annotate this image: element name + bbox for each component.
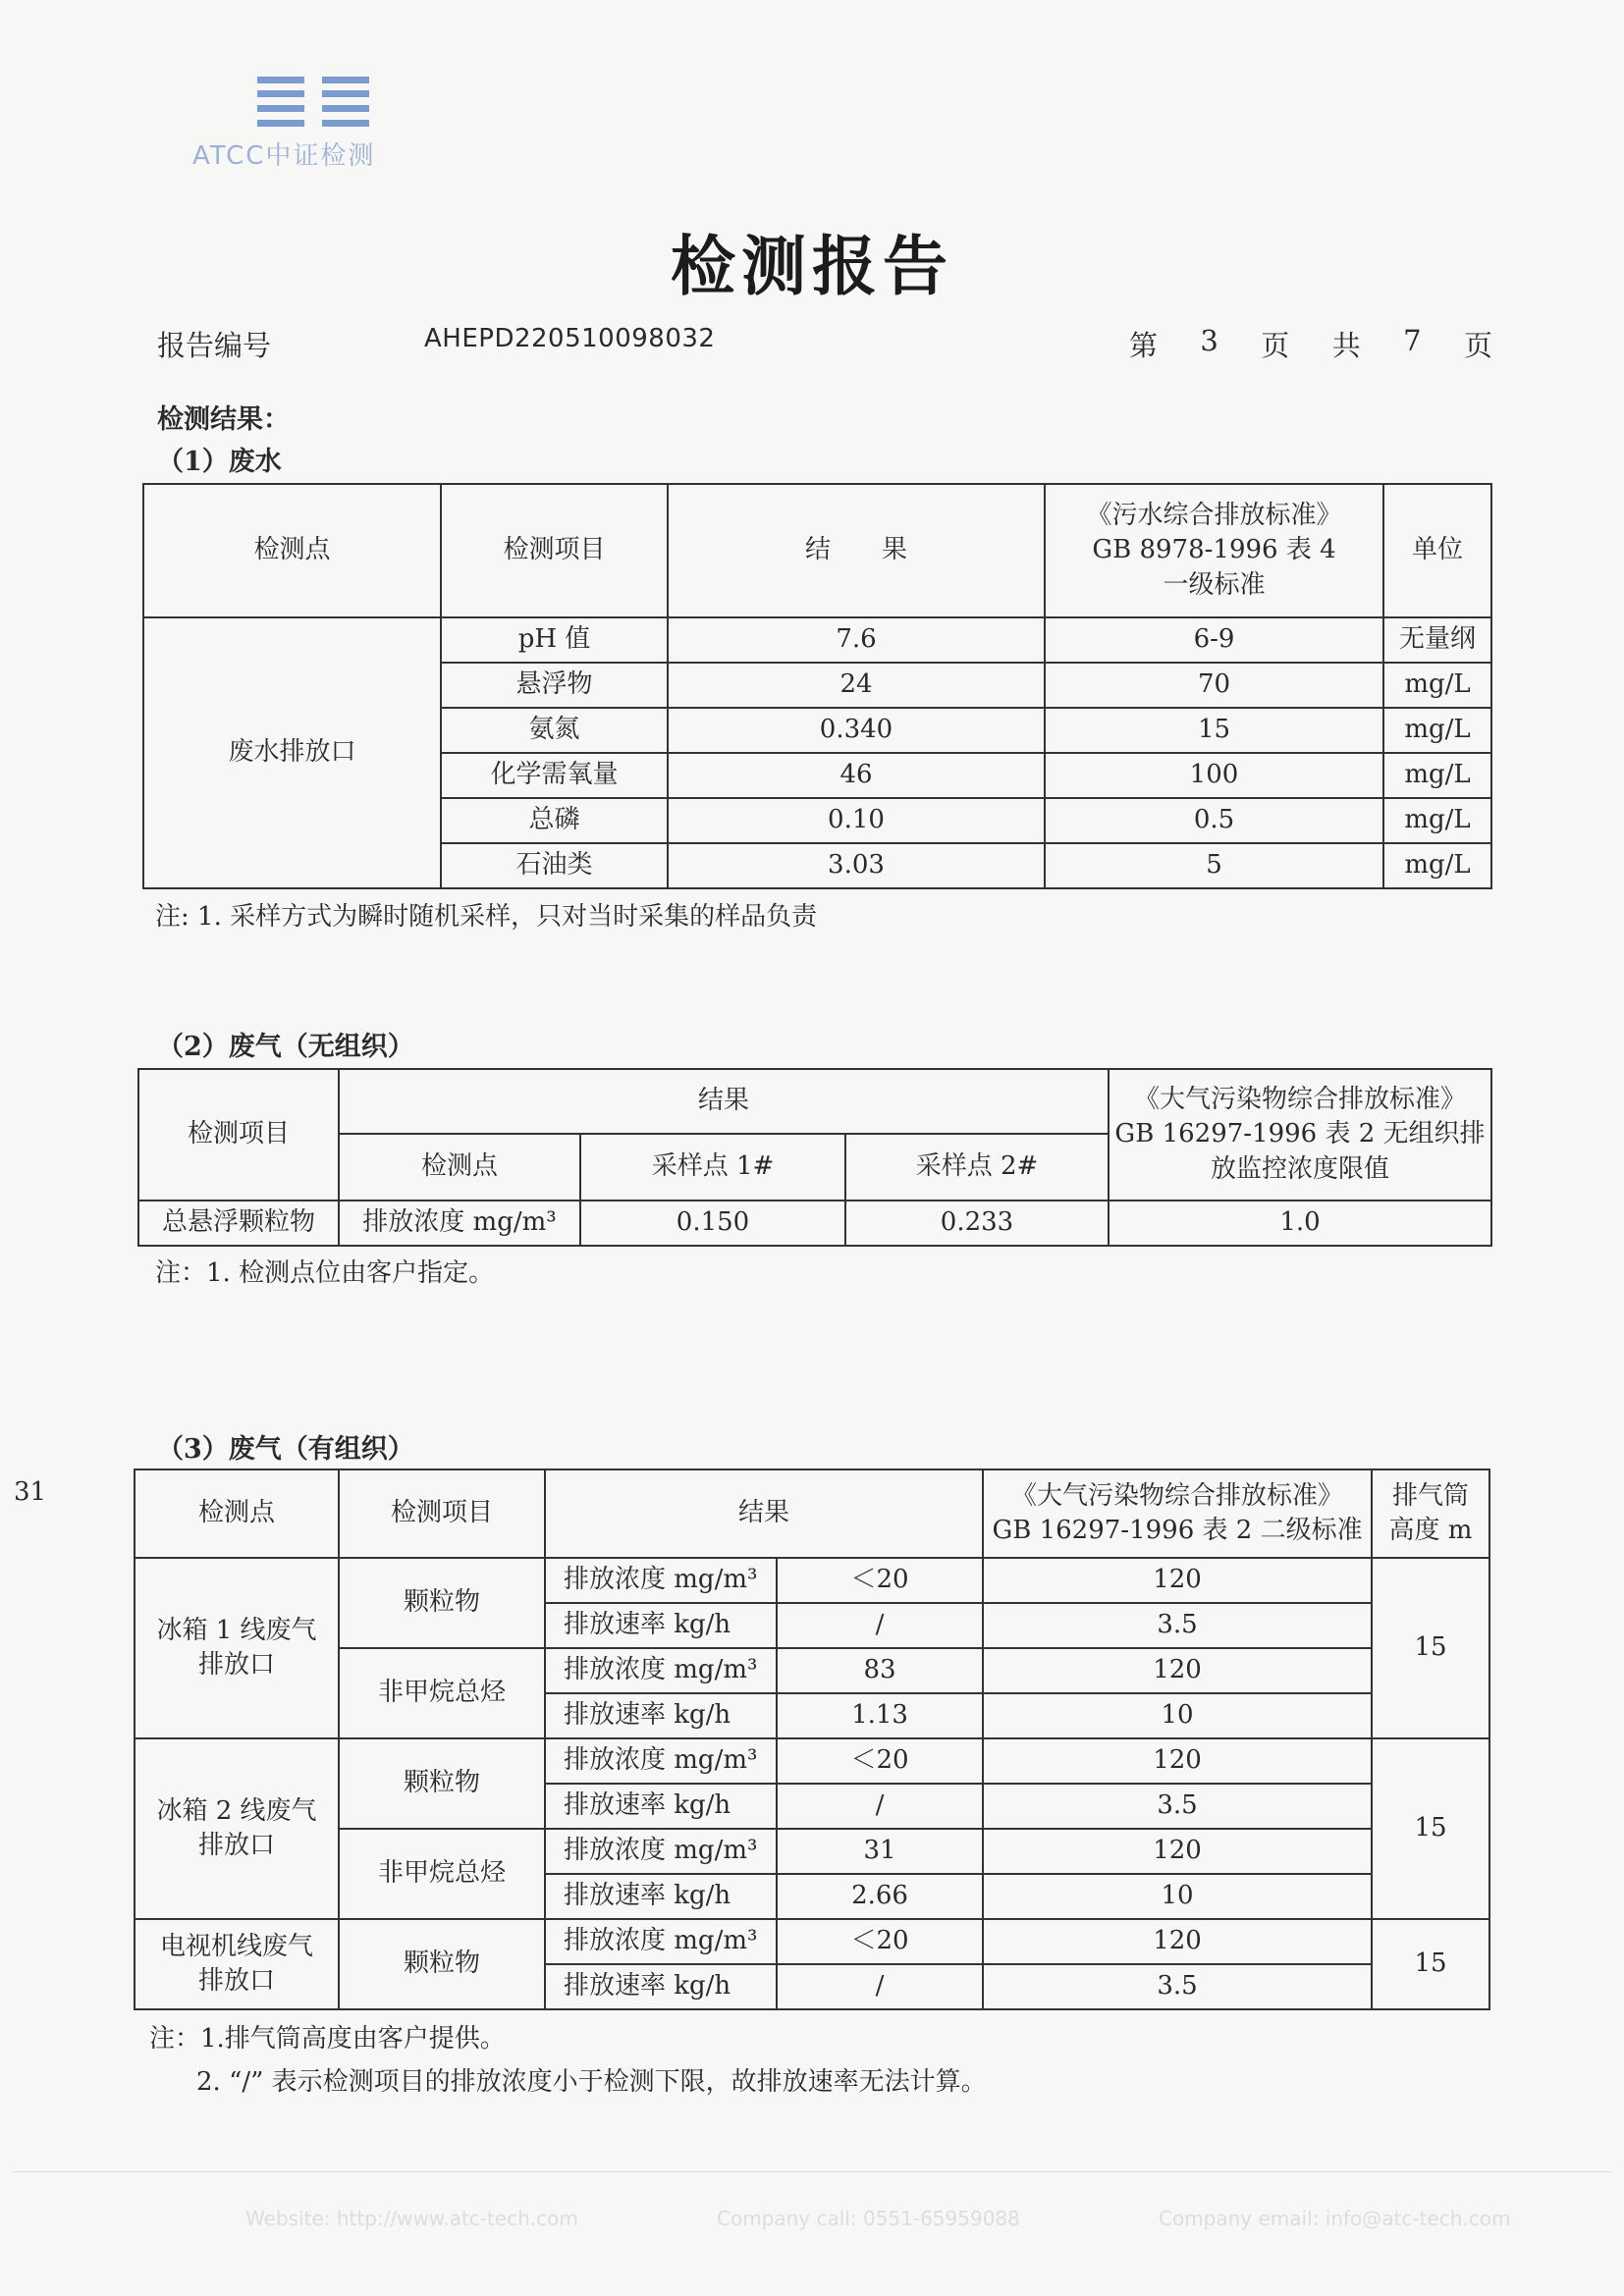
stack-height: 15	[1372, 1738, 1489, 1919]
test-item: 颗粒物	[339, 1558, 545, 1648]
standard-limit: 10	[983, 1874, 1372, 1919]
test-result: 0.340	[668, 708, 1045, 753]
standard-limit: 5	[1045, 843, 1383, 888]
unit: mg/L	[1383, 798, 1491, 843]
col-header-standard	[1109, 1069, 1491, 1201]
test-param: 排放速率 kg/h	[545, 1693, 777, 1738]
standard-code: GB 16297-1996 表 2 二级标准	[992, 1516, 1363, 1545]
standard-code: GB 8978-1996 表 4	[1092, 535, 1336, 565]
unit: mg/L	[1383, 663, 1491, 708]
table-row	[135, 1738, 1489, 1784]
wastewater-table	[142, 483, 1492, 889]
sample-1-value: 0.150	[580, 1201, 845, 1246]
col-header-unit: 单位	[1383, 484, 1491, 617]
test-param: 排放浓度 mg/m³	[545, 1648, 777, 1693]
standard-limit: 3.5	[983, 1784, 1372, 1829]
unorganized-gas-table	[137, 1068, 1492, 1247]
emission-point	[135, 1558, 339, 1738]
standard-name: 《大气污染物综合排放标准》	[1133, 1085, 1466, 1115]
footer-divider	[12, 2171, 1612, 2172]
standard-limit: 3.5	[983, 1964, 1372, 2009]
test-item: 总磷	[441, 798, 668, 843]
stack-height-label: 排气筒	[1392, 1480, 1470, 1511]
emission-point-name: 电视机线废气	[159, 1931, 313, 1961]
unit: mg/L	[1383, 753, 1491, 798]
emission-point-name: 冰箱 2 线废气	[156, 1795, 317, 1826]
standard-level: 放监控浓度限值	[1210, 1153, 1389, 1184]
test-item: 颗粒物	[339, 1919, 545, 2009]
logo-text: ATCC中证检测	[192, 141, 376, 171]
test-result: 24	[668, 663, 1045, 708]
organized-heading: （3）废气（有组织）	[157, 1434, 414, 1465]
page-word: 第	[1129, 329, 1159, 362]
standard-limit: 120	[983, 1558, 1372, 1603]
unit: 无量纲	[1383, 617, 1491, 663]
col-header-sample-1: 采样点 1#	[580, 1134, 845, 1201]
test-result: 46	[668, 753, 1045, 798]
unorganized-heading: （2）废气（无组织）	[157, 1032, 414, 1062]
test-value: /	[777, 1784, 983, 1829]
unit: mg/L	[1383, 708, 1491, 753]
col-header-sample-2: 采样点 2#	[845, 1134, 1109, 1201]
emission-point-type: 排放口	[197, 1650, 275, 1680]
col-header-point: 检测点	[135, 1469, 339, 1558]
standard-limit: 120	[983, 1648, 1372, 1693]
test-item: 化学需氧量	[441, 753, 668, 798]
organized-note-2: 2. “/” 表示检测项目的排放浓度小于检测下限，故排放速率无法计算。	[196, 2067, 987, 2097]
test-result: 3.03	[668, 843, 1045, 888]
footer-website: Website: http://www.atc-tech.com	[245, 2207, 578, 2230]
standard-limit: 120	[983, 1738, 1372, 1784]
company-logo	[192, 77, 448, 185]
wastewater-heading: （1）废水	[157, 447, 282, 477]
test-param: 排放速率 kg/h	[545, 1603, 777, 1648]
report-no-label: 报告编号	[157, 329, 272, 362]
standard-code: GB 16297-1996 表 2 无组织排	[1114, 1119, 1486, 1149]
test-value: 83	[777, 1648, 983, 1693]
standard-limit: 0.5	[1045, 798, 1383, 843]
table-row	[135, 1558, 1489, 1603]
organized-note-1: 注：1.排气筒高度由客户提供。	[149, 2024, 506, 2054]
test-param: 排放浓度 mg/m³	[339, 1201, 580, 1246]
col-header-result: 结果	[339, 1069, 1109, 1134]
footer-phone: Company call: 0551-65959088	[717, 2207, 1020, 2230]
test-value: ＜20	[777, 1738, 983, 1784]
test-item: 石油类	[441, 843, 668, 888]
emission-point	[135, 1919, 339, 2009]
emission-point-name: 冰箱 1 线废气	[156, 1615, 317, 1645]
page-indicator	[1129, 324, 1492, 364]
standard-limit: 6-9	[1045, 617, 1383, 663]
standard-name: 《大气污染物综合排放标准》	[1011, 1480, 1344, 1511]
col-header-result: 结 果	[668, 484, 1045, 617]
col-header-result: 结果	[545, 1469, 983, 1558]
wastewater-note: 注: 1. 采样方式为瞬时随机采样，只对当时采集的样品负责	[155, 902, 818, 932]
test-param: 排放速率 kg/h	[545, 1784, 777, 1829]
standard-limit: 10	[983, 1693, 1372, 1738]
emission-point-type: 排放口	[197, 1966, 275, 1996]
logo-mark-icon	[257, 77, 371, 128]
test-value: 1.13	[777, 1693, 983, 1738]
standard-level: 一级标准	[1163, 569, 1266, 600]
test-value: /	[777, 1964, 983, 2009]
col-header-point: 检测点	[339, 1134, 580, 1201]
stack-height-unit: 高度 m	[1388, 1516, 1473, 1545]
standard-limit: 70	[1045, 663, 1383, 708]
margin-number: 31	[14, 1477, 47, 1507]
test-item: 非甲烷总烃	[339, 1829, 545, 1919]
unit: mg/L	[1383, 843, 1491, 888]
standard-limit: 120	[983, 1919, 1372, 1964]
table-row	[143, 617, 1491, 663]
test-param: 排放速率 kg/h	[545, 1874, 777, 1919]
sample-2-value: 0.233	[845, 1201, 1109, 1246]
col-header-standard	[983, 1469, 1372, 1558]
standard-limit: 120	[983, 1829, 1372, 1874]
stack-height: 15	[1372, 1558, 1489, 1738]
test-result: 0.10	[668, 798, 1045, 843]
test-value: 31	[777, 1829, 983, 1874]
table-row	[135, 1919, 1489, 1964]
page-current: 3	[1200, 324, 1218, 357]
standard-limit: 3.5	[983, 1603, 1372, 1648]
col-header-point: 检测点	[143, 484, 441, 617]
sampling-point: 废水排放口	[143, 617, 441, 888]
col-header-item: 检测项目	[441, 484, 668, 617]
test-value: ＜20	[777, 1919, 983, 1964]
emission-point-type: 排放口	[197, 1831, 275, 1860]
test-item: 非甲烷总烃	[339, 1648, 545, 1738]
test-value: /	[777, 1603, 983, 1648]
test-result: 7.6	[668, 617, 1045, 663]
test-value: 2.66	[777, 1874, 983, 1919]
col-header-stack-height	[1372, 1469, 1489, 1558]
results-heading: 检测结果：	[157, 404, 290, 435]
standard-limit: 15	[1045, 708, 1383, 753]
standard-limit: 100	[1045, 753, 1383, 798]
organized-gas-table	[134, 1468, 1490, 2010]
table-row	[138, 1201, 1491, 1246]
test-item: 总悬浮颗粒物	[138, 1201, 339, 1246]
test-param: 排放浓度 mg/m³	[545, 1829, 777, 1874]
test-param: 排放速率 kg/h	[545, 1964, 777, 2009]
report-no: AHEPD220510098032	[424, 324, 716, 353]
page-title: 检测报告	[671, 228, 953, 304]
test-param: 排放浓度 mg/m³	[545, 1919, 777, 1964]
page-total: 7	[1403, 324, 1422, 357]
col-header-item: 检测项目	[138, 1069, 339, 1201]
col-header-standard	[1045, 484, 1383, 617]
test-value: ＜20	[777, 1558, 983, 1603]
unorganized-note: 注：1. 检测点位由客户指定。	[155, 1258, 495, 1288]
standard-name: 《污水综合排放标准》	[1086, 501, 1342, 531]
footer-email: Company email: info@atc-tech.com	[1159, 2207, 1511, 2230]
test-item: pH 值	[441, 617, 668, 663]
stack-height: 15	[1372, 1919, 1489, 2009]
test-item: 氨氮	[441, 708, 668, 753]
test-param: 排放浓度 mg/m³	[545, 1558, 777, 1603]
standard-limit: 1.0	[1109, 1201, 1491, 1246]
emission-point	[135, 1738, 339, 1919]
test-item: 悬浮物	[441, 663, 668, 708]
test-item: 颗粒物	[339, 1738, 545, 1829]
page-word: 页	[1463, 329, 1492, 362]
page-word: 共	[1331, 329, 1361, 362]
page-word: 页	[1261, 329, 1290, 362]
col-header-item: 检测项目	[339, 1469, 545, 1558]
test-param: 排放浓度 mg/m³	[545, 1738, 777, 1784]
